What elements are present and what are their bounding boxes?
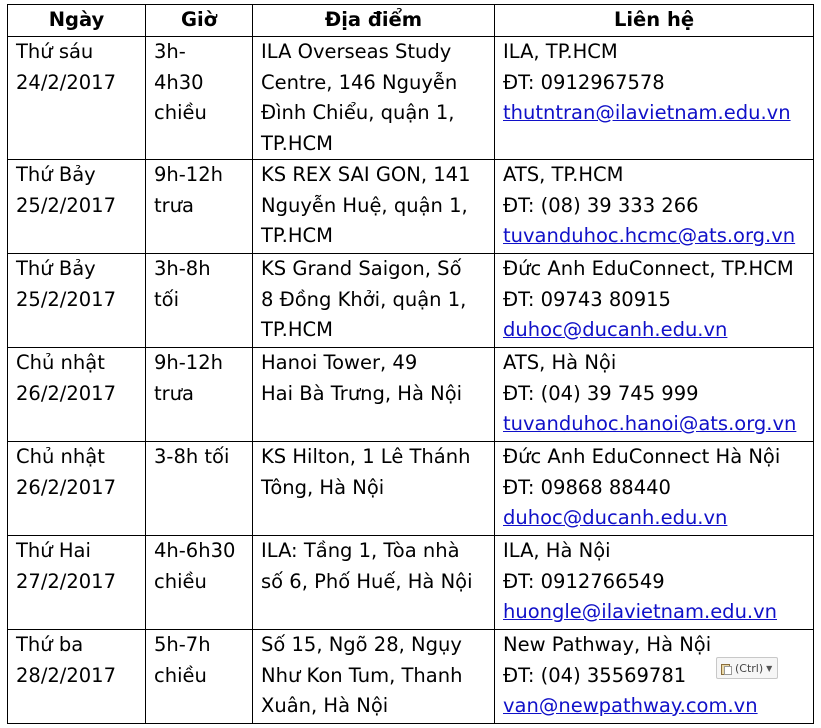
day-cell-line: 27/2/2017 [16, 569, 116, 593]
place-cell [253, 160, 495, 254]
time-cell-line: 9h-12h [154, 351, 223, 374]
time-cell-line: 3-8h tối [154, 445, 230, 468]
day-cell [8, 254, 146, 348]
header-day: Ngày [8, 5, 146, 37]
place-cell-line: TP.HCM [261, 224, 333, 247]
contact-org: ATS, Hà Nội [503, 351, 617, 374]
contact-email-link[interactable]: huongle@ilavietnam.edu.vn [503, 600, 778, 623]
chevron-down-icon: ▼ [766, 663, 773, 673]
place-cell-line: KS REX SAI GON, 141 [261, 163, 471, 186]
place-cell-line: Tông, Hà Nội [261, 475, 385, 499]
day-cell-line: Chủ nhật [16, 445, 105, 468]
table-row [8, 160, 814, 254]
time-cell-line: tối [154, 287, 179, 311]
day-cell-line: Thứ Bảy [16, 257, 96, 280]
contact-phone: ĐT: 0912766549 [503, 569, 665, 593]
place-cell-line: KS Hilton, 1 Lê Thánh [261, 445, 471, 468]
table-row [8, 442, 814, 536]
contact-email-link[interactable]: tuvanduhoc.hcmc@ats.org.vn [503, 224, 796, 247]
day-cell [8, 160, 146, 254]
time-cell [146, 160, 253, 254]
contact-org: ILA, Hà Nội [503, 539, 611, 562]
table-row [8, 37, 814, 160]
table-row [8, 536, 814, 630]
contact-email-link[interactable]: van@newpathway.com.vn [503, 694, 758, 717]
day-cell-line: 26/2/2017 [16, 381, 116, 405]
contact-email-link[interactable]: tuvanduhoc.hanoi@ats.org.vn [503, 412, 797, 435]
table-row [8, 348, 814, 442]
header-row [8, 5, 814, 37]
header-place: Địa điểm [253, 5, 495, 37]
contact-phone: ĐT: 0912967578 [503, 70, 665, 94]
contact-email-link[interactable]: duhoc@ducanh.edu.vn [503, 318, 728, 341]
contact-org: ATS, TP.HCM [503, 163, 624, 186]
contact-org: Đức Anh EduConnect Hà Nội [503, 445, 781, 468]
day-cell-line: Thứ ba [16, 633, 84, 656]
day-cell-line: 25/2/2017 [16, 287, 116, 311]
place-cell-line: Hanoi Tower, 49 [261, 351, 418, 374]
contact-cell [495, 160, 814, 254]
place-cell-line: 8 Đồng Khởi, quận 1, [261, 287, 467, 311]
time-cell-line: trưa [154, 381, 194, 405]
place-cell-line: ILA Overseas Study [261, 40, 452, 63]
place-cell [253, 536, 495, 630]
contact-phone: ĐT: 09743 80915 [503, 287, 671, 311]
contact-phone: ĐT: (04) 35569781 [503, 663, 687, 687]
day-cell-line: Thứ Hai [16, 539, 91, 562]
time-cell [146, 254, 253, 348]
day-cell-line: 28/2/2017 [16, 663, 116, 687]
table-row [8, 630, 814, 724]
time-cell-line: 4h-6h30 [154, 539, 236, 562]
time-cell [146, 37, 253, 160]
place-cell-line: số 6, Phố Huế, Hà Nội [261, 569, 473, 593]
contact-org: Đức Anh EduConnect, TP.HCM [503, 257, 794, 280]
place-cell-line: ILA: Tầng 1, Tòa nhà [261, 539, 460, 562]
time-cell-line: 3h-8h [154, 257, 211, 280]
place-cell-line: TP.HCM [261, 318, 333, 341]
time-cell [146, 348, 253, 442]
place-cell-line: Số 15, Ngõ 28, Ngụy [261, 633, 462, 656]
schedule-table [7, 4, 814, 724]
time-cell-line: 4h30 [154, 70, 204, 94]
paste-options-label: (Ctrl) [735, 661, 764, 675]
contact-email-link[interactable]: thutntran@ilavietnam.edu.vn [503, 101, 791, 124]
day-cell [8, 348, 146, 442]
day-cell-line: Thứ sáu [16, 40, 94, 63]
time-cell-line: trưa [154, 193, 194, 217]
place-cell [253, 37, 495, 160]
place-cell-line: TP.HCM [261, 131, 333, 155]
day-cell [8, 536, 146, 630]
contact-cell [495, 348, 814, 442]
clipboard-icon [721, 662, 732, 675]
day-cell [8, 630, 146, 724]
day-cell [8, 442, 146, 536]
header-contact: Liên hệ [495, 5, 814, 37]
place-cell-line: Hai Bà Trưng, Hà Nội [261, 381, 463, 405]
time-cell-line: 3h- [154, 40, 186, 63]
place-cell-line: Nguyễn Huệ, quận 1, [261, 193, 468, 217]
table-row [8, 254, 814, 348]
day-cell-line: 25/2/2017 [16, 193, 116, 217]
contact-org: ILA, TP.HCM [503, 40, 618, 63]
place-cell [253, 348, 495, 442]
contact-cell [495, 442, 814, 536]
place-cell [253, 254, 495, 348]
day-cell-line: Thứ Bảy [16, 163, 96, 186]
day-cell-line: Chủ nhật [16, 351, 105, 374]
day-cell-line: 24/2/2017 [16, 70, 116, 94]
contact-email-link[interactable]: duhoc@ducanh.edu.vn [503, 506, 728, 529]
place-cell-line: Xuân, Hà Nội [261, 694, 389, 717]
day-cell [8, 37, 146, 160]
day-cell-line: 26/2/2017 [16, 475, 116, 499]
time-cell-line: chiều [154, 101, 207, 124]
time-cell-line: chiều [154, 569, 207, 593]
place-cell [253, 442, 495, 536]
place-cell-line: Centre, 146 Nguyễn [261, 70, 458, 94]
contact-cell [495, 536, 814, 630]
time-cell [146, 630, 253, 724]
time-cell-line: chiều [154, 663, 207, 687]
contact-phone: ĐT: 09868 88440 [503, 475, 671, 499]
place-cell [253, 630, 495, 724]
contact-phone: ĐT: (08) 39 333 266 [503, 193, 699, 217]
place-cell-line: KS Grand Saigon, Số [261, 257, 462, 280]
time-cell-line: 9h-12h [154, 163, 223, 186]
time-cell [146, 536, 253, 630]
place-cell-line: Như Kon Tum, Thanh [261, 663, 463, 687]
place-cell-line: Đình Chiểu, quận 1, [261, 101, 455, 124]
contact-phone: ĐT: (04) 39 745 999 [503, 381, 699, 405]
contact-cell [495, 254, 814, 348]
contact-org: New Pathway, Hà Nội [503, 633, 712, 656]
time-cell-line: 5h-7h [154, 633, 211, 656]
contact-cell [495, 37, 814, 160]
time-cell [146, 442, 253, 536]
paste-options-button[interactable] [716, 657, 778, 679]
header-time: Giờ [146, 5, 253, 37]
